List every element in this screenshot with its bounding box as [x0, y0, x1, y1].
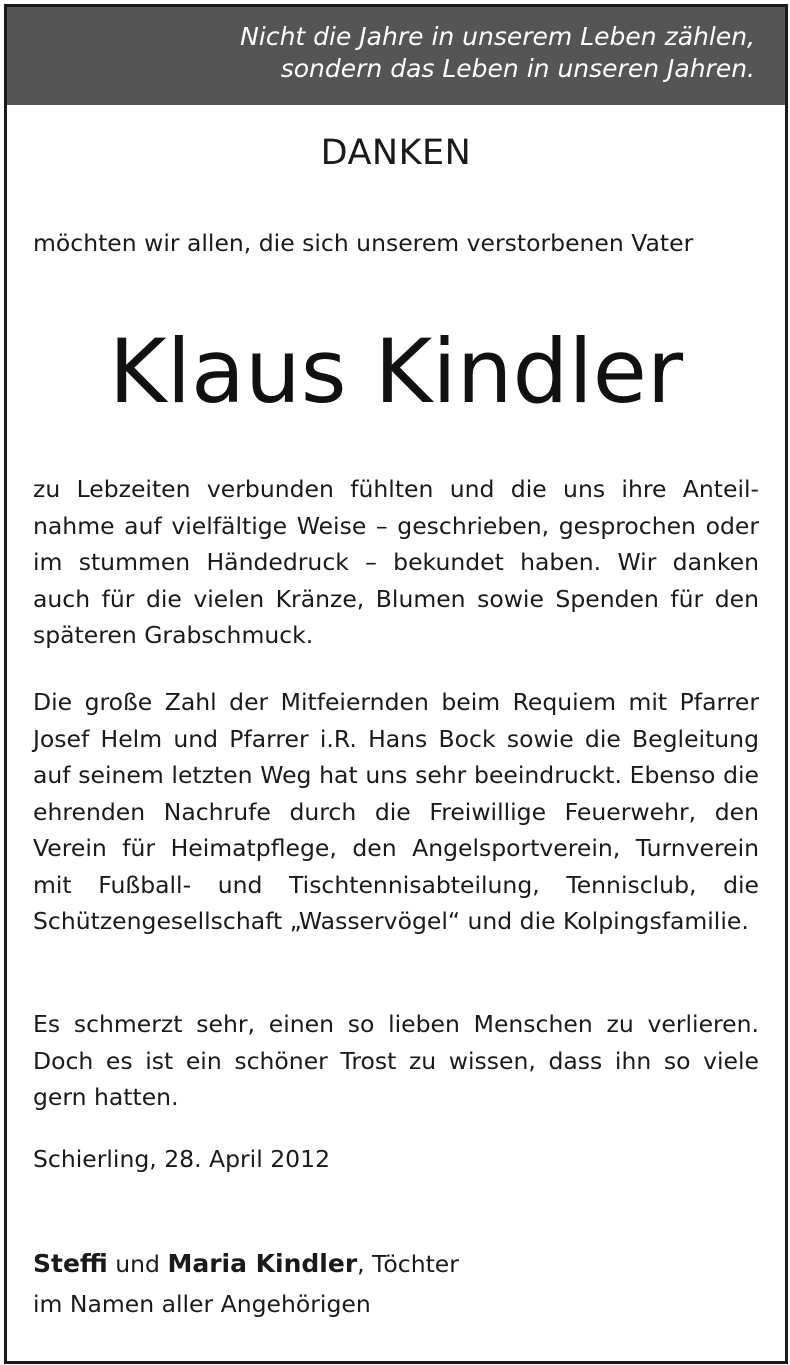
- intro-text: möchten wir allen, die sich unserem verstorbenen Vater: [33, 229, 694, 257]
- signature-line-1: [33, 1249, 459, 1278]
- obituary-notice: [4, 4, 788, 1364]
- quote-line-2: sondern das Leben in unseren Jahren.: [280, 54, 755, 83]
- paragraph-3: Es schmerzt sehr, einen so lieben Menschen zu verlieren. Doch es ist ein schöner Trost zu wissen, dass ihn so viele gern hatten.: [33, 1010, 759, 1111]
- paragraph-1: zu Lebzeiten verbunden fühlten und die uns ihre Anteilnahme auf vielfältige Weise – geschrieben, gesprochen oder im stummen Händedruck – bekundet haben. Wir danken auch für die vielen Kränze, Blumen sowie Spenden für den späteren Grabschmuck.: [33, 475, 759, 649]
- quote-banner: [7, 7, 785, 105]
- paragraph-2: Die große Zahl der Mitfeiernden beim Requiem mit Pfarrer Josef Helm und Pfarrer i.R. Hans Bock sowie die Begleitung auf seinem letzten Weg hat uns sehr beeindruckt. Ebenso die ehrenden Nachrufe durch die Freiwillige Feuerwehr, den Verein für Heimatpflege, den Angelsportverein, Turnverein mit Fußball- und Tischtennisabteilung, Tennisclub, die Schützengesellschaft „Wasservögel“ und die Kolpingsfamilie.: [33, 688, 759, 935]
- quote-line-1: Nicht die Jahre in unserem Leben zählen,: [240, 22, 755, 51]
- signer-name-2: Maria Kindler: [167, 1249, 358, 1278]
- signer-conjunction: und: [107, 1250, 168, 1278]
- signer-relation: , Töchter: [357, 1250, 459, 1278]
- deceased-name: Klaus Kindler: [108, 320, 684, 423]
- heading: DANKEN: [320, 133, 472, 173]
- signer-name-1: Steffi: [33, 1249, 108, 1278]
- place-date: Schierling, 28. April 2012: [33, 1145, 331, 1173]
- signature-line-2: im Namen aller Angehörigen: [33, 1290, 371, 1318]
